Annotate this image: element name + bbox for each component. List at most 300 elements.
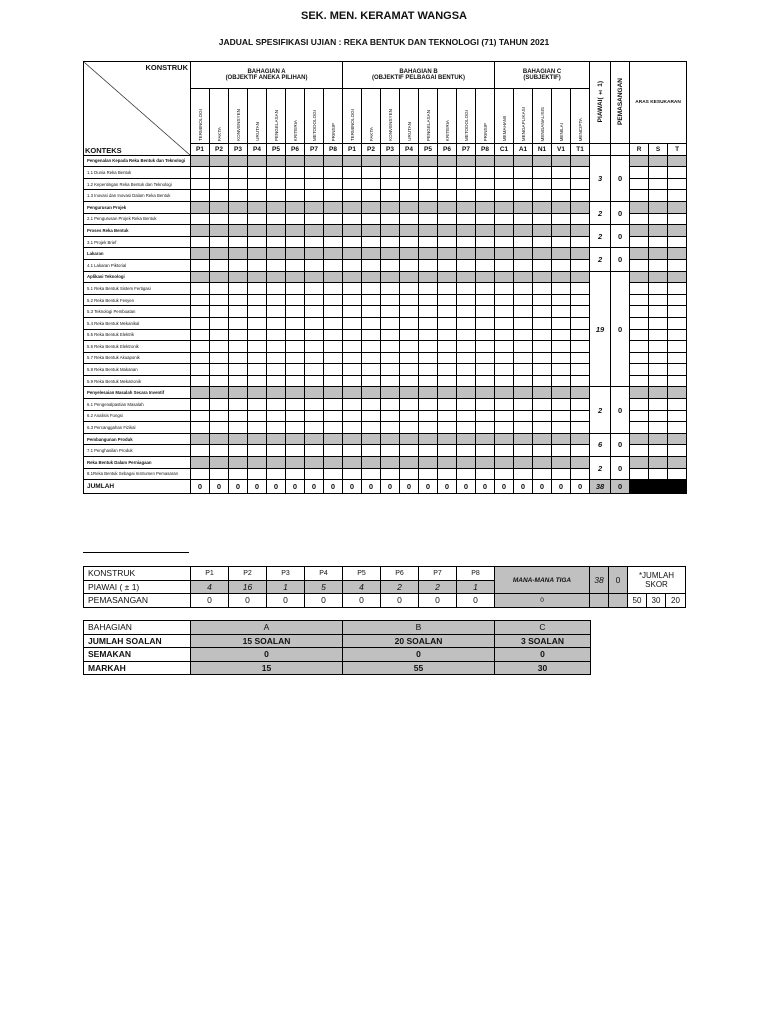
section-subtitle: (SUBJEKTIF) — [523, 75, 561, 81]
grid-cell — [476, 294, 495, 306]
grid-cell — [495, 387, 514, 399]
grid-cell — [286, 201, 305, 213]
grid-cell — [343, 294, 362, 306]
grid-cell — [438, 410, 457, 422]
summary-pemasangan-value: 0 — [191, 594, 229, 608]
aras-cell — [649, 248, 668, 260]
grid-cell — [248, 190, 267, 202]
grid-cell — [267, 190, 286, 202]
grid-cell — [533, 225, 552, 237]
topic-label: 3.1 Projek Brief — [84, 236, 191, 248]
grid-cell — [533, 457, 552, 469]
jumlah-row — [84, 480, 687, 494]
grid-cell — [552, 155, 571, 167]
grid-cell — [343, 306, 362, 318]
grid-cell — [248, 422, 267, 434]
grid-cell — [305, 317, 324, 329]
bahagian-value: 15 SOALAN — [191, 634, 343, 648]
grid-cell — [305, 364, 324, 376]
aras-cell — [630, 294, 649, 306]
divider-line — [83, 552, 189, 553]
grid-cell — [438, 225, 457, 237]
grid-cell — [324, 271, 343, 283]
grid-cell — [305, 341, 324, 353]
grid-cell — [343, 341, 362, 353]
summary-piawai-value: 5 — [305, 580, 343, 594]
specification-table — [83, 61, 687, 494]
grid-cell — [495, 190, 514, 202]
grid-cell — [457, 457, 476, 469]
construct-header — [305, 89, 324, 144]
corner-konstruk-label: KONSTRUK — [145, 63, 188, 72]
grid-cell — [552, 352, 571, 364]
grid-cell — [343, 410, 362, 422]
grid-cell — [495, 364, 514, 376]
grid-cell — [343, 178, 362, 190]
grid-cell — [324, 329, 343, 341]
grid-cell — [419, 410, 438, 422]
category-row — [84, 433, 687, 445]
jumlah-skor-value: 20 — [666, 594, 686, 608]
topic-label: 2.1 Pengurusan Projek Reka Bentuk — [84, 213, 191, 225]
bahagian-row-label: SEMAKAN — [84, 648, 191, 662]
grid-cell — [324, 213, 343, 225]
grid-cell — [248, 341, 267, 353]
grid-cell — [533, 248, 552, 260]
grid-cell — [210, 283, 229, 295]
jumlah-value: 0 — [362, 480, 381, 494]
grid-cell — [324, 445, 343, 457]
grid-cell — [571, 213, 590, 225]
aras-cell — [630, 201, 649, 213]
grid-cell — [571, 457, 590, 469]
construct-code: P5 — [267, 144, 286, 156]
aras-cell — [630, 468, 649, 480]
grid-cell — [286, 341, 305, 353]
category-row — [84, 225, 687, 237]
grid-cell — [419, 422, 438, 434]
grid-cell — [305, 178, 324, 190]
grid-cell — [210, 317, 229, 329]
grid-cell — [229, 271, 248, 283]
grid-cell — [571, 364, 590, 376]
grid-cell — [229, 445, 248, 457]
aras-cell — [630, 236, 649, 248]
grid-cell — [191, 259, 210, 271]
grid-cell — [533, 306, 552, 318]
summary-total-pemasangan: 0 — [609, 567, 628, 594]
grid-cell — [324, 457, 343, 469]
grid-cell — [457, 201, 476, 213]
jumlah-value: 0 — [324, 480, 343, 494]
grid-cell — [476, 155, 495, 167]
construct-label: KRITERIA — [292, 119, 298, 141]
grid-cell — [248, 352, 267, 364]
grid-cell — [457, 364, 476, 376]
summary-pemasangan-value: 0 — [419, 594, 457, 608]
grid-cell — [362, 167, 381, 179]
pemasangan-header — [611, 62, 630, 144]
grid-cell — [248, 236, 267, 248]
grid-cell — [400, 445, 419, 457]
grid-cell — [476, 457, 495, 469]
category-row — [84, 248, 687, 260]
construct-label: KONVENSYEN — [235, 109, 241, 141]
grid-cell — [191, 306, 210, 318]
grid-cell — [533, 468, 552, 480]
grid-cell — [495, 468, 514, 480]
jumlah-aras-cell — [630, 480, 649, 494]
grid-cell — [571, 387, 590, 399]
grid-cell — [457, 422, 476, 434]
construct-header — [419, 89, 438, 144]
grid-cell — [495, 225, 514, 237]
summary-label: PEMASANGAN — [84, 594, 191, 608]
grid-cell — [343, 445, 362, 457]
grid-cell — [381, 201, 400, 213]
grid-cell — [343, 387, 362, 399]
piawai-header — [590, 62, 611, 144]
jumlah-value: 0 — [191, 480, 210, 494]
group-piawai: 3 — [590, 155, 611, 201]
grid-cell — [305, 468, 324, 480]
grid-cell — [343, 248, 362, 260]
grid-cell — [419, 283, 438, 295]
grid-cell — [457, 468, 476, 480]
grid-cell — [324, 283, 343, 295]
grid-cell — [343, 271, 362, 283]
grid-cell — [229, 190, 248, 202]
grid-cell — [191, 375, 210, 387]
grid-cell — [210, 167, 229, 179]
grid-cell — [191, 433, 210, 445]
grid-cell — [286, 445, 305, 457]
grid-cell — [476, 445, 495, 457]
grid-cell — [248, 167, 267, 179]
grid-cell — [362, 294, 381, 306]
bahagian-value: 30 — [495, 661, 591, 675]
grid-cell — [438, 190, 457, 202]
grid-cell — [419, 155, 438, 167]
grid-cell — [324, 225, 343, 237]
grid-cell — [495, 433, 514, 445]
summary-piawai-value: 4 — [343, 580, 381, 594]
grid-cell — [324, 410, 343, 422]
grid-cell — [514, 236, 533, 248]
grid-cell — [552, 271, 571, 283]
grid-cell — [571, 283, 590, 295]
section-header — [495, 62, 590, 89]
grid-cell — [571, 178, 590, 190]
grid-cell — [514, 306, 533, 318]
grid-cell — [476, 213, 495, 225]
bahagian-value: 3 SOALAN — [495, 634, 591, 648]
grid-cell — [343, 329, 362, 341]
grid-cell — [267, 387, 286, 399]
grid-cell — [191, 364, 210, 376]
grid-cell — [514, 352, 533, 364]
grid-cell — [305, 306, 324, 318]
grid-cell — [514, 433, 533, 445]
aras-cell — [649, 294, 668, 306]
grid-cell — [495, 352, 514, 364]
aras-cell — [668, 387, 687, 399]
grid-cell — [495, 259, 514, 271]
grid-cell — [552, 283, 571, 295]
aras-cell — [668, 283, 687, 295]
grid-cell — [248, 457, 267, 469]
grid-cell — [248, 271, 267, 283]
grid-cell — [267, 375, 286, 387]
grid-cell — [286, 457, 305, 469]
grid-cell — [267, 248, 286, 260]
grid-cell — [495, 329, 514, 341]
grid-cell — [229, 306, 248, 318]
grid-cell — [438, 422, 457, 434]
grid-cell — [229, 457, 248, 469]
grid-cell — [305, 445, 324, 457]
grid-cell — [267, 201, 286, 213]
aras-cell — [649, 341, 668, 353]
topic-label: 5.2 Reka Bentuk Fesyen — [84, 294, 191, 306]
summary-total-piawai: 38 — [590, 567, 609, 594]
bahagian-row — [84, 634, 591, 648]
grid-cell — [362, 201, 381, 213]
grid-cell — [476, 178, 495, 190]
grid-cell — [400, 167, 419, 179]
grid-cell — [267, 329, 286, 341]
grid-cell — [210, 352, 229, 364]
grid-cell — [381, 178, 400, 190]
grid-cell — [438, 271, 457, 283]
grid-cell — [267, 422, 286, 434]
aras-cell — [630, 387, 649, 399]
grid-cell — [476, 190, 495, 202]
aras-cell — [668, 352, 687, 364]
jumlah-value: 0 — [343, 480, 362, 494]
grid-cell — [229, 364, 248, 376]
grid-cell — [267, 433, 286, 445]
construct-header — [552, 89, 571, 144]
grid-cell — [381, 445, 400, 457]
grid-cell — [210, 445, 229, 457]
grid-cell — [457, 399, 476, 411]
grid-cell — [495, 271, 514, 283]
jumlah-value: 0 — [381, 480, 400, 494]
grid-cell — [191, 410, 210, 422]
aras-cell — [668, 375, 687, 387]
grid-cell — [210, 468, 229, 480]
aras-cell — [630, 225, 649, 237]
construct-code: P5 — [419, 144, 438, 156]
grid-cell — [438, 445, 457, 457]
grid-cell — [381, 306, 400, 318]
grid-cell — [514, 422, 533, 434]
grid-cell — [362, 178, 381, 190]
group-pemasangan: 0 — [611, 387, 630, 433]
grid-cell — [381, 410, 400, 422]
grid-cell — [191, 387, 210, 399]
grid-cell — [248, 387, 267, 399]
construct-label: URUTAN — [406, 122, 412, 141]
group-piawai: 19 — [590, 271, 611, 387]
grid-cell — [457, 433, 476, 445]
grid-cell — [248, 445, 267, 457]
grid-cell — [324, 433, 343, 445]
grid-cell — [457, 271, 476, 283]
grid-cell — [210, 387, 229, 399]
grid-cell — [533, 399, 552, 411]
jumlah-value: 0 — [533, 480, 552, 494]
grid-cell — [286, 236, 305, 248]
aras-cell — [649, 213, 668, 225]
grid-cell — [419, 225, 438, 237]
grid-cell — [210, 155, 229, 167]
grid-cell — [324, 294, 343, 306]
grid-cell — [267, 341, 286, 353]
grid-cell — [419, 399, 438, 411]
grid-cell — [305, 283, 324, 295]
grid-cell — [286, 306, 305, 318]
category-label: Pembangunan Produk — [84, 433, 191, 445]
grid-cell — [438, 387, 457, 399]
grid-cell — [381, 375, 400, 387]
grid-cell — [457, 155, 476, 167]
grid-cell — [286, 167, 305, 179]
aras-cell — [668, 178, 687, 190]
grid-cell — [457, 178, 476, 190]
grid-cell — [552, 294, 571, 306]
construct-header — [457, 89, 476, 144]
construct-code: P4 — [248, 144, 267, 156]
grid-cell — [552, 364, 571, 376]
grid-cell — [419, 201, 438, 213]
grid-cell — [571, 399, 590, 411]
grid-cell — [343, 283, 362, 295]
category-label: Aplikasi Teknologi — [84, 271, 191, 283]
grid-cell — [381, 341, 400, 353]
grid-cell — [533, 364, 552, 376]
aras-code: T — [668, 144, 687, 156]
grid-cell — [419, 468, 438, 480]
grid-cell — [362, 387, 381, 399]
grid-cell — [324, 422, 343, 434]
construct-header — [381, 89, 400, 144]
topic-label: 5.3 Teknologi Pembuatan — [84, 306, 191, 318]
grid-cell — [533, 201, 552, 213]
grid-cell — [438, 329, 457, 341]
grid-cell — [381, 457, 400, 469]
grid-cell — [476, 468, 495, 480]
jumlah-skor-label: *JUMLAH SKOR — [628, 567, 686, 594]
grid-cell — [286, 271, 305, 283]
grid-cell — [324, 468, 343, 480]
grid-cell — [533, 341, 552, 353]
grid-cell — [514, 399, 533, 411]
grid-cell — [229, 236, 248, 248]
grid-cell — [419, 271, 438, 283]
aras-cell — [668, 329, 687, 341]
summary-code: P7 — [419, 567, 457, 581]
grid-cell — [400, 317, 419, 329]
grid-cell — [400, 364, 419, 376]
grid-cell — [229, 433, 248, 445]
grid-cell — [248, 410, 267, 422]
grid-cell — [343, 155, 362, 167]
summary-piawai-value: 16 — [229, 580, 267, 594]
grid-cell — [381, 213, 400, 225]
grid-cell — [495, 422, 514, 434]
construct-label: PRINSIP — [482, 122, 488, 141]
grid-cell — [381, 236, 400, 248]
aras-cell — [649, 445, 668, 457]
grid-cell — [343, 317, 362, 329]
grid-cell — [210, 271, 229, 283]
section-name: BAHAGIAN B — [399, 69, 438, 75]
grid-cell — [267, 155, 286, 167]
aras-cell — [649, 283, 668, 295]
grid-cell — [381, 225, 400, 237]
aras-cell — [668, 410, 687, 422]
grid-cell — [229, 201, 248, 213]
topic-label: 4.1 Lakaran Piktorial — [84, 259, 191, 271]
grid-cell — [305, 457, 324, 469]
grid-cell — [286, 422, 305, 434]
jumlah-value: 0 — [210, 480, 229, 494]
grid-cell — [457, 341, 476, 353]
grid-cell — [571, 468, 590, 480]
grid-cell — [267, 167, 286, 179]
bahagian-value: 0 — [495, 648, 591, 662]
construct-header — [362, 89, 381, 144]
construct-label: URUTAN — [254, 122, 260, 141]
topic-label: 5.9 Reka Bentuk Mekatronik — [84, 375, 191, 387]
grid-cell — [286, 410, 305, 422]
grid-cell — [571, 155, 590, 167]
section-subtitle: (OBJEKTIF ANEKA PILIHAN) — [225, 75, 308, 81]
aras-cell — [649, 364, 668, 376]
summary-label: KONSTRUK — [84, 567, 191, 581]
summary-row-pemasangan — [84, 594, 686, 608]
grid-cell — [267, 399, 286, 411]
grid-cell — [533, 422, 552, 434]
grid-cell — [476, 387, 495, 399]
category-row — [84, 457, 687, 469]
bahagian-value: 0 — [191, 648, 343, 662]
bahagian-row-label: JUMLAH SOALAN — [84, 634, 191, 648]
aras-cell — [649, 225, 668, 237]
summary-piawai-value: 4 — [191, 580, 229, 594]
grid-cell — [286, 294, 305, 306]
grid-cell — [324, 155, 343, 167]
grid-cell — [229, 178, 248, 190]
category-row — [84, 271, 687, 283]
grid-cell — [381, 399, 400, 411]
aras-cell — [649, 468, 668, 480]
grid-cell — [324, 375, 343, 387]
aras-cell — [630, 178, 649, 190]
construct-header — [476, 89, 495, 144]
summary-code: P2 — [229, 567, 267, 581]
grid-cell — [400, 236, 419, 248]
bahagian-header: BAHAGIAN — [84, 621, 191, 635]
aras-cell — [668, 399, 687, 411]
grid-cell — [362, 225, 381, 237]
grid-cell — [533, 294, 552, 306]
construct-header — [210, 89, 229, 144]
aras-cell — [668, 190, 687, 202]
grid-cell — [362, 190, 381, 202]
